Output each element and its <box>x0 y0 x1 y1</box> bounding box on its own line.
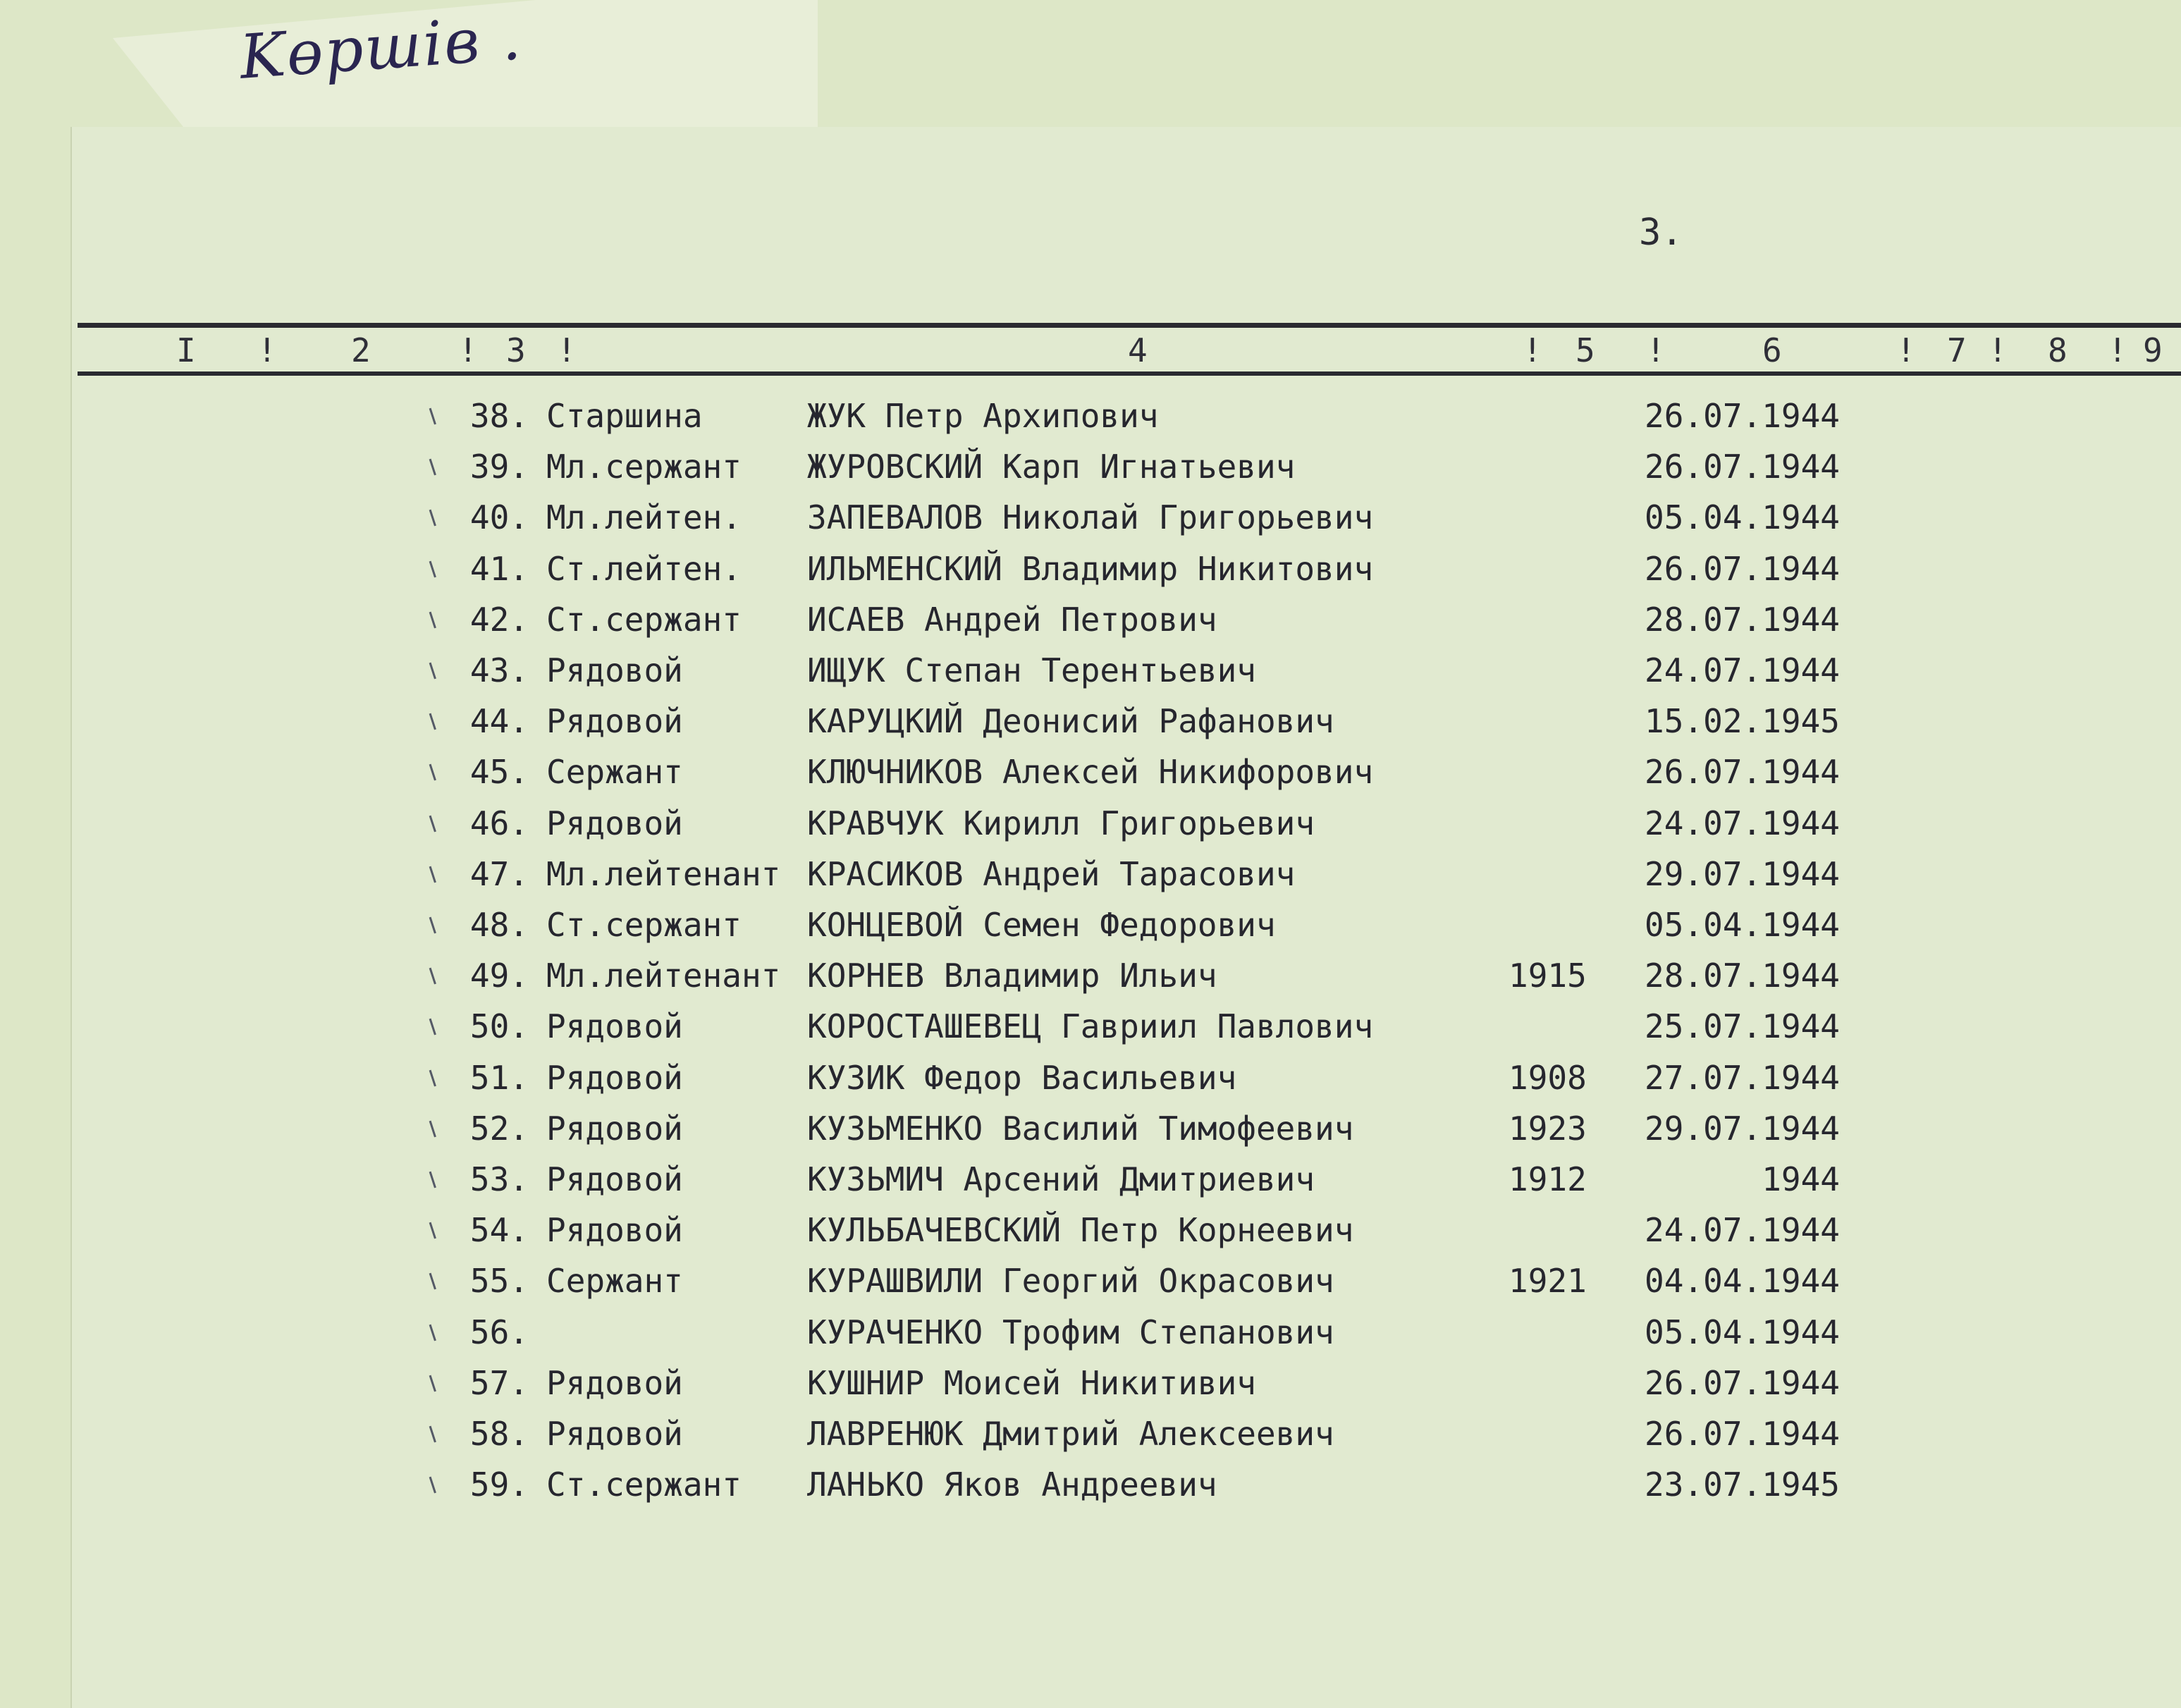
entry-number: 47. <box>469 855 529 893</box>
entry-name: КУРАШВИЛИ Георгий Окрасович <box>807 1262 1334 1300</box>
entry-number: 48. <box>469 906 529 944</box>
list-item <box>0 1313 2181 1364</box>
entry-birth-year: 1912 <box>1509 1160 1587 1198</box>
col-header-sep: ! <box>1988 331 2008 369</box>
col-header-2: 2 <box>351 331 371 369</box>
list-item <box>0 651 2181 702</box>
list-item <box>0 753 2181 804</box>
entry-rank: Рядовой <box>546 1110 683 1148</box>
list-item <box>0 1059 2181 1110</box>
entry-name: ИСАЕВ Андрей Петрович <box>807 601 1217 639</box>
entry-rank: Рядовой <box>546 804 683 842</box>
entry-birth-year: 1915 <box>1509 957 1587 995</box>
list-item <box>0 957 2181 1007</box>
col-header-8: 8 <box>2048 331 2068 369</box>
col-header-4: 4 <box>1128 331 1148 369</box>
entry-date: 05.04.1944 <box>1645 906 1840 944</box>
list-item <box>0 1262 2181 1313</box>
col-header-sep: ! <box>557 331 577 369</box>
list-item <box>0 1466 2181 1516</box>
list-item <box>0 448 2181 498</box>
entry-rank: Мл.сержант <box>546 448 742 486</box>
entry-date: 25.07.1944 <box>1645 1007 1840 1045</box>
entry-rank: Рядовой <box>546 1415 683 1453</box>
page-number: 3. <box>1639 211 1683 254</box>
col-header-sep: ! <box>257 331 277 369</box>
entry-number: 42. <box>469 601 529 639</box>
entry-number: 51. <box>469 1059 529 1097</box>
entry-name: КЛЮЧНИКОВ Алексей Никифорович <box>807 753 1374 791</box>
check-mark-icon <box>429 661 443 680</box>
entry-rank: Рядовой <box>546 651 683 689</box>
check-mark-icon <box>429 559 443 578</box>
list-item <box>0 1110 2181 1160</box>
check-mark-icon <box>429 457 443 476</box>
col-header-9: 9 <box>2143 331 2163 369</box>
check-mark-icon <box>429 1322 443 1341</box>
check-mark-icon <box>429 1271 443 1290</box>
list-item <box>0 550 2181 601</box>
entry-number: 39. <box>469 448 529 486</box>
entry-rank: Рядовой <box>546 1211 683 1249</box>
entry-number: 41. <box>469 550 529 588</box>
list-item <box>0 397 2181 448</box>
check-mark-icon <box>429 1220 443 1239</box>
entry-rank: Рядовой <box>546 1364 683 1402</box>
col-header-1: I <box>176 331 196 369</box>
entry-date: 29.07.1944 <box>1645 855 1840 893</box>
entry-date: 24.07.1944 <box>1645 651 1840 689</box>
list-item <box>0 702 2181 753</box>
list-item <box>0 804 2181 855</box>
entry-date: 05.04.1944 <box>1645 498 1840 536</box>
entry-name: ЛАВРЕНЮК Дмитрий Алексеевич <box>807 1415 1334 1453</box>
col-header-7: 7 <box>1947 331 1967 369</box>
check-mark-icon <box>429 915 443 934</box>
check-mark-icon <box>429 1169 443 1188</box>
entry-number: 58. <box>469 1415 529 1453</box>
check-mark-icon <box>429 966 443 985</box>
entry-rank: Ст.сержант <box>546 601 742 639</box>
entry-date: 26.07.1944 <box>1645 753 1840 791</box>
check-mark-icon <box>429 762 443 781</box>
entry-date: 23.07.1945 <box>1645 1466 1840 1504</box>
entry-rank: Мл.лейтен. <box>546 498 742 536</box>
entry-date: 04.04.1944 <box>1645 1262 1840 1300</box>
list-item <box>0 498 2181 549</box>
entry-name: КРАСИКОВ Андрей Тарасович <box>807 855 1296 893</box>
check-mark-icon <box>429 813 443 833</box>
check-mark-icon <box>429 864 443 883</box>
list-item <box>0 1007 2181 1058</box>
entry-rank: Сержант <box>546 1262 683 1300</box>
entry-rank: Рядовой <box>546 702 683 740</box>
check-mark-icon <box>429 1424 443 1443</box>
col-header-sep: ! <box>2108 331 2127 369</box>
entry-name: КУРАЧЕНКО Трофим Степанович <box>807 1313 1334 1351</box>
entry-date: 26.07.1944 <box>1645 550 1840 588</box>
list-item <box>0 1160 2181 1211</box>
entry-number: 49. <box>469 957 529 995</box>
entry-number: 59. <box>469 1466 529 1504</box>
list-item <box>0 1211 2181 1262</box>
col-header-sep: ! <box>458 331 478 369</box>
check-mark-icon <box>429 711 443 730</box>
entry-date: 24.07.1944 <box>1645 1211 1840 1249</box>
check-mark-icon <box>429 1119 443 1138</box>
entry-birth-year: 1908 <box>1509 1059 1587 1097</box>
entry-rank: Мл.лейтенант <box>546 957 781 995</box>
col-header-5: 5 <box>1575 331 1595 369</box>
entry-number: 50. <box>469 1007 529 1045</box>
check-mark-icon <box>429 406 443 425</box>
header-rule-bottom <box>78 371 2181 376</box>
entry-date: 05.04.1944 <box>1645 1313 1840 1351</box>
entry-name: ЖУРОВСКИЙ Карп Игнатьевич <box>807 448 1296 486</box>
entry-name: ИЩУК Степан Терентьевич <box>807 651 1256 689</box>
check-mark-icon <box>429 1373 443 1392</box>
entry-rank: Мл.лейтенант <box>546 855 781 893</box>
entry-date: 24.07.1944 <box>1645 804 1840 842</box>
entry-rank: Рядовой <box>546 1059 683 1097</box>
list-item <box>0 906 2181 957</box>
entry-name: КАРУЦКИЙ Деонисий Рафанович <box>807 702 1334 740</box>
check-mark-icon <box>429 1016 443 1036</box>
entry-name: КУЛЬБАЧЕВСКИЙ Петр Корнеевич <box>807 1211 1354 1249</box>
entry-number: 56. <box>469 1313 529 1351</box>
entry-name: ЛАНЬКО Яков Андреевич <box>807 1466 1217 1504</box>
entry-date: 27.07.1944 <box>1645 1059 1840 1097</box>
entry-date: 29.07.1944 <box>1645 1110 1840 1148</box>
handwritten-annotation: Κөршів . <box>238 3 524 93</box>
col-header-sep: ! <box>1896 331 1916 369</box>
entry-number: 57. <box>469 1364 529 1402</box>
col-header-6: 6 <box>1762 331 1782 369</box>
entry-name: КОРОСТАШЕВЕЦ Гавриил Павлович <box>807 1007 1374 1045</box>
entry-number: 52. <box>469 1110 529 1148</box>
entry-number: 44. <box>469 702 529 740</box>
entry-date: 28.07.1944 <box>1645 601 1840 639</box>
col-header-sep: ! <box>1646 331 1666 369</box>
header-rule-top <box>78 323 2181 328</box>
entry-number: 54. <box>469 1211 529 1249</box>
col-header-sep: ! <box>1523 331 1542 369</box>
entry-rank: Рядовой <box>546 1007 683 1045</box>
entry-name: КОРНЕВ Владимир Ильич <box>807 957 1217 995</box>
entry-name: КУЗЬМЕНКО Василий Тимофеевич <box>807 1110 1354 1148</box>
check-mark-icon <box>429 610 443 629</box>
entry-number: 55. <box>469 1262 529 1300</box>
list-item <box>0 1364 2181 1415</box>
list-item <box>0 601 2181 651</box>
entry-rank: Ст.лейтен. <box>546 550 742 588</box>
entry-rank: Рядовой <box>546 1160 683 1198</box>
list-item <box>0 855 2181 906</box>
entry-number: 45. <box>469 753 529 791</box>
check-mark-icon <box>429 1068 443 1087</box>
entry-rank: Сержант <box>546 753 683 791</box>
entry-name: КОНЦЕВОЙ Семен Федорович <box>807 906 1276 944</box>
entry-number: 46. <box>469 804 529 842</box>
entry-date: 1944 <box>1762 1160 1840 1198</box>
entry-date: 26.07.1944 <box>1645 1415 1840 1453</box>
entry-birth-year: 1923 <box>1509 1110 1587 1148</box>
entry-name: КУЗИК Федор Васильевич <box>807 1059 1237 1097</box>
entry-date: 28.07.1944 <box>1645 957 1840 995</box>
check-mark-icon <box>429 508 443 527</box>
entry-number: 38. <box>469 397 529 435</box>
entry-name: ЖУК Петр Архипович <box>807 397 1159 435</box>
entry-date: 26.07.1944 <box>1645 448 1840 486</box>
entry-name: КРАВЧУК Кирилл Григорьевич <box>807 804 1315 842</box>
entry-date: 15.02.1945 <box>1645 702 1840 740</box>
entry-name: КУШНИР Моисей Никитивич <box>807 1364 1256 1402</box>
entry-date: 26.07.1944 <box>1645 397 1840 435</box>
check-mark-icon <box>429 1475 443 1494</box>
entry-rank: Старшина <box>546 397 703 435</box>
entry-number: 43. <box>469 651 529 689</box>
entry-name: ЗАПЕВАЛОВ Николай Григорьевич <box>807 498 1374 536</box>
entry-date: 26.07.1944 <box>1645 1364 1840 1402</box>
entry-name: ИЛЬМЕНСКИЙ Владимир Никитович <box>807 550 1374 588</box>
list-item <box>0 1415 2181 1466</box>
entry-rank: Ст.сержант <box>546 1466 742 1504</box>
col-header-3: 3 <box>506 331 526 369</box>
entry-rank: Ст.сержант <box>546 906 742 944</box>
entry-number: 40. <box>469 498 529 536</box>
entry-birth-year: 1921 <box>1509 1262 1587 1300</box>
entry-name: КУЗЬМИЧ Арсений Дмитриевич <box>807 1160 1315 1198</box>
entry-number: 53. <box>469 1160 529 1198</box>
